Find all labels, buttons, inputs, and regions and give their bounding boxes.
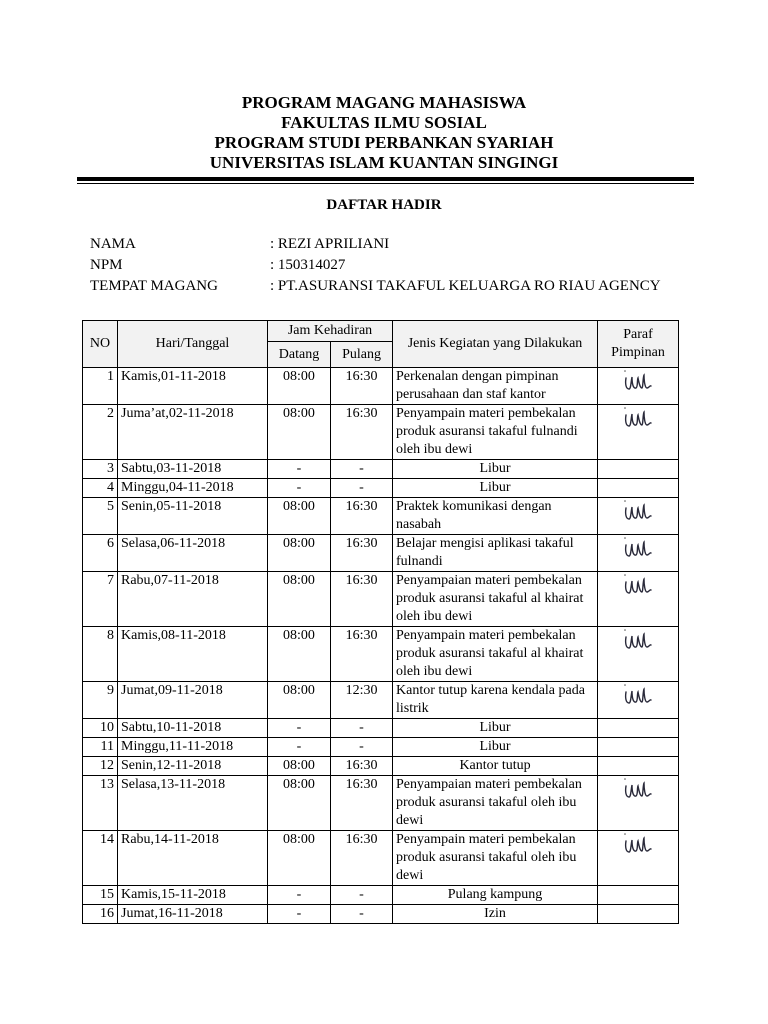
row-arrive: - (268, 738, 331, 757)
col-header-sign: Paraf Pimpinan (598, 321, 679, 368)
signature-icon (622, 831, 654, 857)
row-no: 14 (83, 831, 118, 886)
table-body (83, 368, 679, 924)
row-arrive: 08:00 (268, 572, 331, 627)
row-no: 9 (83, 682, 118, 719)
row-day: Senin,12-11-2018 (118, 757, 268, 776)
col-header-day: Hari/Tanggal (118, 321, 268, 368)
row-arrive: 08:00 (268, 405, 331, 460)
table-row (83, 479, 679, 498)
row-leave: - (331, 719, 393, 738)
signature-icon (622, 682, 654, 708)
table-row (83, 498, 679, 535)
row-leave: 16:30 (331, 831, 393, 886)
table-row (83, 368, 679, 405)
row-leave: 16:30 (331, 368, 393, 405)
document-header (0, 93, 768, 173)
row-signature-cell (598, 905, 679, 924)
info-row-npm (90, 257, 661, 278)
row-day: Kamis,15-11-2018 (118, 886, 268, 905)
row-signature-cell (598, 886, 679, 905)
row-no: 1 (83, 368, 118, 405)
row-no: 12 (83, 757, 118, 776)
table-header (83, 321, 679, 368)
row-signature-cell (598, 368, 679, 405)
row-signature-cell (598, 405, 679, 460)
document-title: DAFTAR HADIR (326, 197, 442, 213)
row-signature-cell (598, 498, 679, 535)
row-leave: - (331, 905, 393, 924)
row-day: Rabu,07-11-2018 (118, 572, 268, 627)
row-signature-cell (598, 479, 679, 498)
info-value: : 150314027 (270, 257, 346, 273)
table-row (83, 886, 679, 905)
row-signature-cell (598, 831, 679, 886)
row-leave: - (331, 479, 393, 498)
row-no: 3 (83, 460, 118, 479)
row-no: 2 (83, 405, 118, 460)
row-arrive: 08:00 (268, 757, 331, 776)
row-activity: Libur (393, 479, 598, 498)
header-divider-thin (77, 183, 694, 184)
row-arrive: 08:00 (268, 368, 331, 405)
row-arrive: - (268, 905, 331, 924)
row-signature-cell (598, 682, 679, 719)
table-row (83, 905, 679, 924)
row-activity: Kantor tutup (393, 757, 598, 776)
attendance-table (82, 320, 679, 924)
col-header-time-group: Jam Kehadiran (268, 321, 393, 342)
student-info (90, 236, 661, 299)
row-activity: Pulang kampung (393, 886, 598, 905)
row-no: 4 (83, 479, 118, 498)
row-leave: - (331, 738, 393, 757)
row-signature-cell (598, 776, 679, 831)
table-row (83, 776, 679, 831)
row-day: Sabtu,10-11-2018 (118, 719, 268, 738)
table-row (83, 572, 679, 627)
row-arrive: 08:00 (268, 682, 331, 719)
table-row (83, 831, 679, 886)
row-no: 13 (83, 776, 118, 831)
row-activity: Libur (393, 719, 598, 738)
row-leave: - (331, 460, 393, 479)
row-activity: Penyampain materi pembekalan produk asuransi takaful oleh ibu dewi (393, 831, 598, 886)
row-activity: Libur (393, 460, 598, 479)
row-signature-cell (598, 535, 679, 572)
info-label: NAMA (90, 236, 136, 252)
row-arrive: - (268, 886, 331, 905)
col-header-arrive: Datang (268, 342, 331, 368)
row-signature-cell (598, 738, 679, 757)
signature-icon (622, 535, 654, 561)
row-leave: 12:30 (331, 682, 393, 719)
row-signature-cell (598, 572, 679, 627)
row-activity: Belajar mengisi aplikasi takaful fulnandi (393, 535, 598, 572)
row-leave: 16:30 (331, 535, 393, 572)
row-activity: Penyampain materi pembekalan produk asuransi takaful al khairat oleh ibu dewi (393, 627, 598, 682)
table-row (83, 535, 679, 572)
row-no: 7 (83, 572, 118, 627)
row-arrive: 08:00 (268, 627, 331, 682)
row-day: Minggu,04-11-2018 (118, 479, 268, 498)
info-row-location (90, 278, 661, 299)
row-activity: Kantor tutup karena kendala pada listrik (393, 682, 598, 719)
info-label: NPM (90, 257, 123, 273)
row-day: Rabu,14-11-2018 (118, 831, 268, 886)
table-row (83, 738, 679, 757)
row-no: 8 (83, 627, 118, 682)
row-day: Juma’at,02-11-2018 (118, 405, 268, 460)
row-no: 6 (83, 535, 118, 572)
row-day: Senin,05-11-2018 (118, 498, 268, 535)
row-activity: Penyampain materi pembekalan produk asuransi takaful fulnandi oleh ibu dewi (393, 405, 598, 460)
row-day: Jumat,16-11-2018 (118, 905, 268, 924)
table-row (83, 682, 679, 719)
col-header-no: NO (83, 321, 118, 368)
row-activity: Penyampaian materi pembekalan produk asuransi takaful al khairat oleh ibu dewi (393, 572, 598, 627)
signature-icon (622, 368, 654, 394)
row-no: 15 (83, 886, 118, 905)
info-row-name (90, 236, 661, 257)
row-leave: 16:30 (331, 757, 393, 776)
table-row (83, 757, 679, 776)
row-no: 10 (83, 719, 118, 738)
signature-icon (622, 627, 654, 653)
row-activity: Praktek komunikasi dengan nasabah (393, 498, 598, 535)
col-header-leave: Pulang (331, 342, 393, 368)
row-signature-cell (598, 719, 679, 738)
row-arrive: - (268, 460, 331, 479)
header-university: UNIVERSITAS ISLAM KUANTAN SINGINGI (209, 153, 559, 172)
table-row (83, 627, 679, 682)
header-study-program: PROGRAM STUDI PERBANKAN SYARIAH (214, 133, 554, 152)
row-leave: 16:30 (331, 627, 393, 682)
table-row (83, 460, 679, 479)
row-arrive: 08:00 (268, 776, 331, 831)
table-row (83, 405, 679, 460)
row-arrive: 08:00 (268, 831, 331, 886)
row-leave: 16:30 (331, 405, 393, 460)
info-label: TEMPAT MAGANG (90, 278, 218, 294)
row-arrive: - (268, 479, 331, 498)
row-day: Kamis,01-11-2018 (118, 368, 268, 405)
row-arrive: - (268, 719, 331, 738)
row-arrive: 08:00 (268, 535, 331, 572)
row-no: 5 (83, 498, 118, 535)
info-value: : REZI APRILIANI (270, 236, 390, 252)
row-no: 11 (83, 738, 118, 757)
row-leave: 16:30 (331, 572, 393, 627)
signature-icon (622, 572, 654, 598)
row-day: Minggu,11-11-2018 (118, 738, 268, 757)
row-leave: - (331, 886, 393, 905)
row-signature-cell (598, 757, 679, 776)
row-day: Kamis,08-11-2018 (118, 627, 268, 682)
row-signature-cell (598, 627, 679, 682)
row-leave: 16:30 (331, 776, 393, 831)
row-day: Sabtu,03-11-2018 (118, 460, 268, 479)
row-day: Jumat,09-11-2018 (118, 682, 268, 719)
row-signature-cell (598, 460, 679, 479)
info-value: : PT.ASURANSI TAKAFUL KELUARGA RO RIAU AGENCY (270, 278, 661, 294)
header-program: PROGRAM MAGANG MAHASISWA (241, 93, 527, 112)
row-activity: Perkenalan dengan pimpinan perusahaan dan staf kantor (393, 368, 598, 405)
row-activity: Izin (393, 905, 598, 924)
signature-icon (622, 405, 654, 431)
signature-icon (622, 776, 654, 802)
row-day: Selasa,13-11-2018 (118, 776, 268, 831)
row-activity: Penyampaian materi pembekalan produk asuransi takaful oleh ibu dewi (393, 776, 598, 831)
row-arrive: 08:00 (268, 498, 331, 535)
col-header-activity: Jenis Kegiatan yang Dilakukan (393, 321, 598, 368)
signature-icon (622, 498, 654, 524)
row-activity: Libur (393, 738, 598, 757)
row-no: 16 (83, 905, 118, 924)
header-faculty: FAKULTAS ILMU SOSIAL (281, 113, 487, 132)
row-leave: 16:30 (331, 498, 393, 535)
table-row (83, 719, 679, 738)
header-divider-thick (77, 177, 694, 181)
row-day: Selasa,06-11-2018 (118, 535, 268, 572)
